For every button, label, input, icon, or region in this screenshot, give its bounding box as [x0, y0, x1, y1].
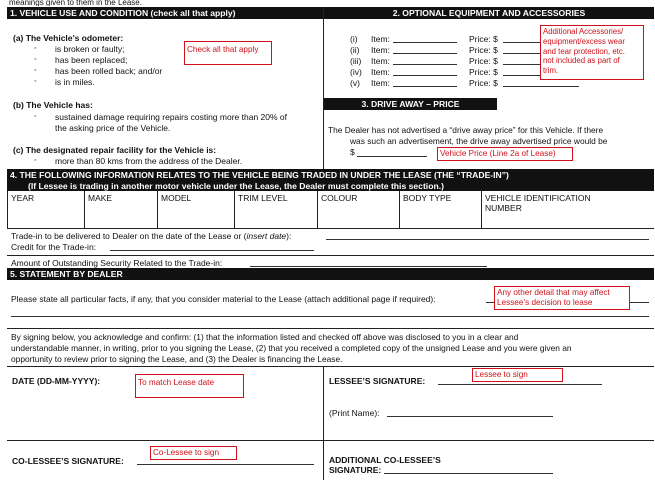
accessory-3-item: Item:	[371, 56, 390, 66]
table-col-divider	[399, 191, 400, 229]
other-details-note-line-2: Lessee’s decision to lease	[497, 297, 593, 307]
trade-in-delivery-field[interactable]	[326, 239, 649, 240]
accessory-5-num: (v)	[350, 78, 360, 88]
accessory-2-item: Item:	[371, 45, 390, 55]
odometer-item-1: is broken or faulty;	[55, 44, 125, 54]
col-header-vin: VEHICLE IDENTIFICATION NUMBER	[485, 193, 591, 213]
bullet-icon: ◦	[34, 113, 37, 120]
trade-in-delivery-label	[11, 231, 291, 241]
colessee-sign-note: Co-Lessee to sign	[150, 446, 237, 460]
accessories-note-line-3: and tear protection, etc.	[543, 46, 625, 56]
bullet-icon: ◦	[34, 45, 37, 52]
odometer-item-3: has been rolled back; and/or	[55, 66, 163, 76]
section-1-header: 1. VEHICLE USE AND CONDITION (check all that apply)	[7, 7, 328, 19]
col-header-model: MODEL	[161, 193, 192, 203]
lessee-signature-label: LESSEE’S SIGNATURE:	[329, 376, 426, 386]
drive-away-dollar: $	[350, 147, 355, 157]
colessee-signature-label: CO-LESSEE’S SIGNATURE:	[12, 456, 124, 466]
section-4-header	[7, 169, 654, 191]
bullet-icon: ◦	[34, 157, 37, 164]
acknowledgement-top-border	[7, 328, 654, 329]
accessory-1-price-field[interactable]	[503, 42, 541, 43]
table-col-divider	[157, 191, 158, 229]
accessory-5-item-field[interactable]	[393, 86, 457, 87]
outstanding-security-field[interactable]	[250, 266, 487, 267]
accessory-5-price-field[interactable]	[503, 86, 579, 87]
accessory-1-item-field[interactable]	[393, 42, 457, 43]
delivery-suffix: ):	[286, 231, 292, 241]
print-name-field[interactable]	[387, 416, 553, 417]
accessories-note-line-4: not included as part of	[543, 56, 620, 66]
other-details-note	[494, 286, 630, 310]
lessee-signature-field[interactable]	[438, 384, 602, 385]
col-header-colour: COLOUR	[321, 193, 358, 203]
accessory-2-price: Price: $	[469, 45, 498, 55]
bullet-icon: ◦	[34, 67, 37, 74]
accessory-1-num: (i)	[350, 34, 358, 44]
accessory-5-price: Price: $	[469, 78, 498, 88]
drive-away-line-2: was such an advertisement, the drive away advertised price would be	[350, 136, 608, 146]
dealer-statement-text: Please state all particular facts, if any, that you consider material to the Lease (attach additional page if required):	[11, 294, 436, 304]
row-divider	[7, 255, 654, 256]
accessory-3-item-field[interactable]	[393, 64, 457, 65]
acknowledgement-line-3: opportunity to review prior to signing the Lease, and (3) the Dealer is financing the Lease.	[11, 354, 343, 364]
trade-in-credit-label: Credit for the Trade-in:	[11, 242, 97, 252]
table-col-divider	[317, 191, 318, 229]
drive-away-price-field[interactable]	[357, 156, 427, 157]
col-header-make: MAKE	[88, 193, 113, 203]
accessory-4-price: Price: $	[469, 67, 498, 77]
colessee-signature-field[interactable]	[137, 464, 314, 465]
lessee-sign-note: Lessee to sign	[472, 368, 563, 382]
repair-facility-label: (c) The designated repair facility for the Vehicle is:	[13, 145, 217, 155]
section-4-subtitle: (If Lessee is trading in another motor vehicle under the Lease, the Dealer must complete this section.)	[28, 180, 444, 191]
top-fragment-text: meanings given to them in the Lease.	[9, 0, 142, 6]
accessory-5-item: Item:	[371, 78, 390, 88]
accessory-4-item: Item:	[371, 67, 390, 77]
table-col-divider	[481, 191, 482, 229]
accessory-3-price: Price: $	[469, 56, 498, 66]
section-3-header: 3. DRIVE AWAY – PRICE	[324, 98, 497, 110]
accessory-3-num: (iii)	[350, 56, 362, 66]
check-all-note: Check all that apply	[184, 41, 272, 65]
dealer-statement-field-line-2[interactable]	[11, 316, 649, 317]
other-details-note-line-1: Any other detail that may affect	[497, 288, 610, 297]
delivery-italic: insert date	[246, 231, 287, 241]
signature-column-divider	[323, 366, 324, 480]
section-2-header: 2. OPTIONAL EQUIPMENT AND ACCESSORIES	[324, 7, 654, 19]
date-label: DATE (DD-MM-YYYY):	[12, 376, 101, 386]
odometer-label: (a) The Vehicle’s odometer:	[13, 33, 124, 43]
acknowledgement-line-1: By signing below, you acknowledge and confirm: (1) that the information listed and checked off above was disclosed to you in a clear and	[11, 332, 519, 342]
damage-item-line-1: sustained damage requiring repairs costing more than 20% of	[55, 112, 287, 122]
delivery-prefix: Trade-in to be delivered to Dealer on the date of the Lease or (	[11, 231, 247, 241]
section-4-title: 4. THE FOLLOWING INFORMATION RELATES TO THE VEHICLE BEING TRADED IN UNDER THE LEASE (THE “TRADE-IN”)	[10, 170, 509, 180]
additional-colessee-label-line-1: ADDITIONAL CO-LESSEE’S	[329, 455, 441, 465]
trade-in-table-bottom	[7, 228, 654, 229]
accessory-1-price: Price: $	[469, 34, 498, 44]
outstanding-security-label: Amount of Outstanding Security Related to the Trade-in:	[11, 258, 223, 268]
damage-item-line-2: the asking price of the Vehicle.	[55, 123, 171, 133]
accessory-4-item-field[interactable]	[393, 75, 457, 76]
additional-colessee-label-line-2: SIGNATURE:	[329, 465, 382, 475]
accessory-2-item-field[interactable]	[393, 53, 457, 54]
vehicle-price-note: Vehicle Price (Line 2a of Lease)	[437, 147, 573, 161]
accessory-2-num: (ii)	[350, 45, 360, 55]
accessories-note-line-1: Additional Accessories/	[543, 27, 624, 36]
col-header-body-type: BODY TYPE	[403, 193, 452, 203]
signature-grid-top	[7, 366, 654, 367]
accessories-note	[540, 25, 644, 80]
additional-colessee-signature-field[interactable]	[384, 473, 553, 474]
col-header-year: YEAR	[11, 193, 35, 203]
accessories-note-line-5: trim.	[543, 66, 559, 76]
table-border	[7, 191, 8, 229]
date-note: To match Lease date	[135, 374, 244, 398]
col-header-trim-level: TRIM LEVEL	[238, 193, 288, 203]
signature-row-divider	[7, 440, 654, 441]
bullet-icon: ◦	[34, 56, 37, 63]
odometer-item-4: is in miles.	[55, 77, 95, 87]
table-col-divider	[84, 191, 85, 229]
table-col-divider	[234, 191, 235, 229]
accessory-4-num: (iv)	[350, 67, 362, 77]
print-name-label: (Print Name):	[329, 408, 380, 418]
acknowledgement-line-2: understandable manner, in writing, prior to you signing the Lease, (2) that you received a completed copy of the unsigned Lease and you were given an	[11, 343, 572, 353]
accessory-3-price-field[interactable]	[503, 64, 541, 65]
accessory-2-price-field[interactable]	[503, 53, 541, 54]
odometer-item-2: has been replaced;	[55, 55, 128, 65]
trade-in-credit-field[interactable]	[110, 250, 314, 251]
section-5-header: 5. STATEMENT BY DEALER	[7, 268, 654, 280]
accessory-1-item: Item:	[371, 34, 390, 44]
bullet-icon: ◦	[34, 78, 37, 85]
repair-facility-item: more than 80 kms from the address of the Dealer.	[55, 156, 243, 166]
drive-away-line-1: The Dealer has not advertised a “drive away price” for this Vehicle. If there	[328, 125, 604, 135]
accessory-4-price-field[interactable]	[503, 75, 541, 76]
column-divider	[323, 7, 324, 169]
vehicle-has-label: (b) The Vehicle has:	[13, 100, 93, 110]
accessories-note-line-2: equipment/excess wear	[543, 36, 625, 46]
